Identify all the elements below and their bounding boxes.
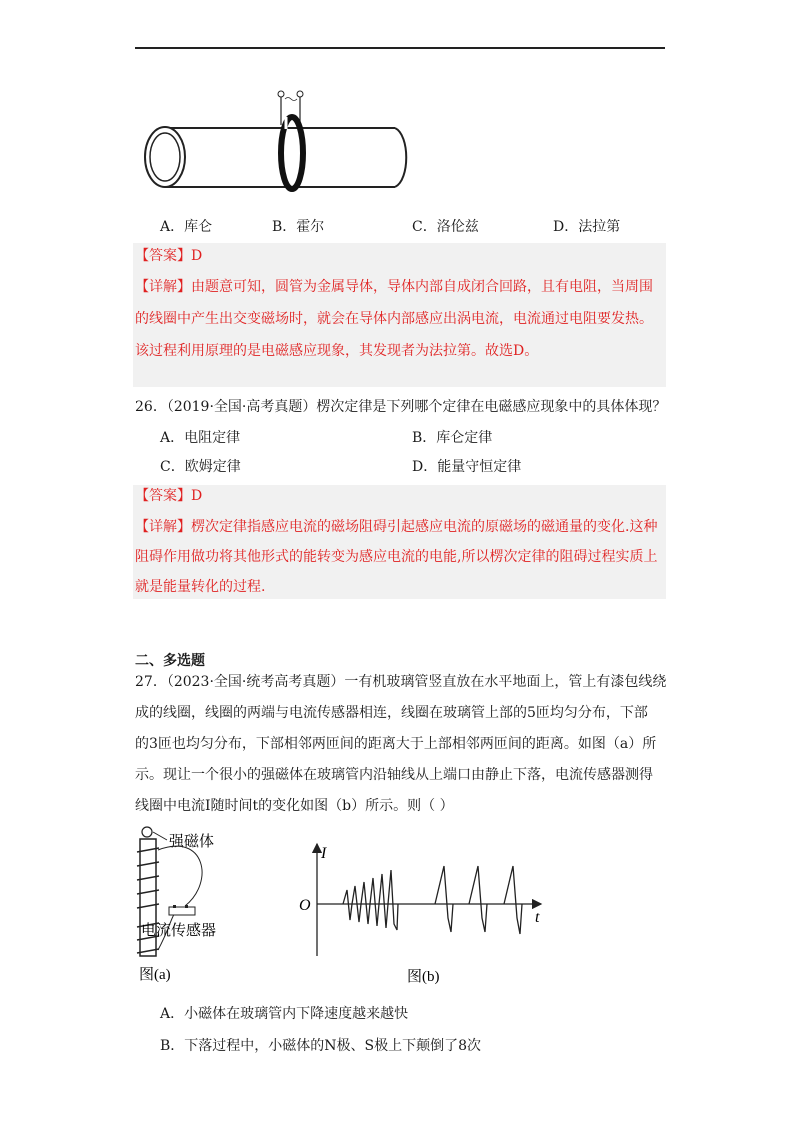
q25-option-b: B．霍尔 [272,219,325,235]
q26-option-a: A．电阻定律 [160,430,241,446]
figure-b [295,838,555,986]
q25-answer: 【答案】D [135,248,203,264]
q26-stem: 26．（2019·全国·高考真题）楞次定律是下列哪个定律在电磁感应现象中的具体体现？ [135,399,667,415]
q25-detail-line-3: 该过程利用原理的是电磁感应现象，其发现者为法拉第。故选D。 [135,343,539,359]
q25-answer-box [133,243,666,387]
q25-detail-line-1: 【详解】由题意可知，圆管为金属导体，导体内部自成闭合回路，且有电阻，当周围 [135,279,653,295]
q27-option-a: A．小磁体在玻璃管内下降速度越来越快 [160,1006,409,1022]
q27-option-b: B．下落过程中，小磁体的N极、S极上下颠倒了8次 [160,1038,482,1054]
q26-answer-box [133,485,666,599]
origin-label: O [299,897,311,914]
q25-detail-line-2: 的线圈中产生出交变磁场时，就会在导体内部感应出涡电流，电流通过电阻要发热。 [135,311,653,327]
figure-a-caption: 图(a) [139,967,171,983]
q26-detail-line-3: 就是能量转化的过程. [135,579,266,595]
header-rule [135,47,665,49]
y-axis-label: I [321,845,327,862]
figure-a [125,822,265,987]
sensor-label: 电流传感器 [141,923,217,939]
q26-detail-line-2: 阻碍作用做功将其他形式的能转变为感应电流的电能,所以楞次定律的阻碍过程实质上 [135,549,658,565]
q27-stem-line-4: 示。现让一个很小的强磁体在玻璃管内沿轴线从上端口由静止下落，电流传感器测得 [135,767,653,783]
q27-stem-line-2: 成的线圈，线圈的两端与电流传感器相连，线圈在玻璃管上部的5匝均匀分布，下部 [135,705,648,721]
q27-stem-line-1: 27．（2023·全国·统考高考真题）一有机玻璃管竖直放在水平地面上，管上有漆包线绕 [135,674,667,690]
current-waveform [343,866,522,934]
q27-stem-line-5: 线圈中电流I随时间t的变化如图（b）所示。则（ ） [135,798,454,814]
magnet-label: 强磁体 [169,834,215,850]
q26-option-c: C．欧姆定律 [160,459,241,475]
section-title: 二、多选题 [135,653,205,669]
q26-option-d: D．能量守恒定律 [412,459,522,475]
x-axis-label: t [535,909,540,926]
q25-option-a: A．库仑 [160,219,213,235]
q25-option-c: C．洛伦兹 [412,219,479,235]
q25-option-d: D．法拉第 [553,219,621,235]
q26-answer: 【答案】D [135,488,203,504]
q26-detail-line-1: 【详解】楞次定律指感应电流的磁场阻碍引起感应电流的原磁场的磁通量的变化.这种 [135,519,658,535]
q26-option-b: B．库仑定律 [412,430,493,446]
q27-stem-line-3: 的3匝也均匀分布，下部相邻两匝间的距离大于上部相邻两匝间的距离。如图（a）所 [135,736,657,752]
figure-b-caption: 图(b) [407,969,440,985]
tube-coil-figure [140,85,410,195]
